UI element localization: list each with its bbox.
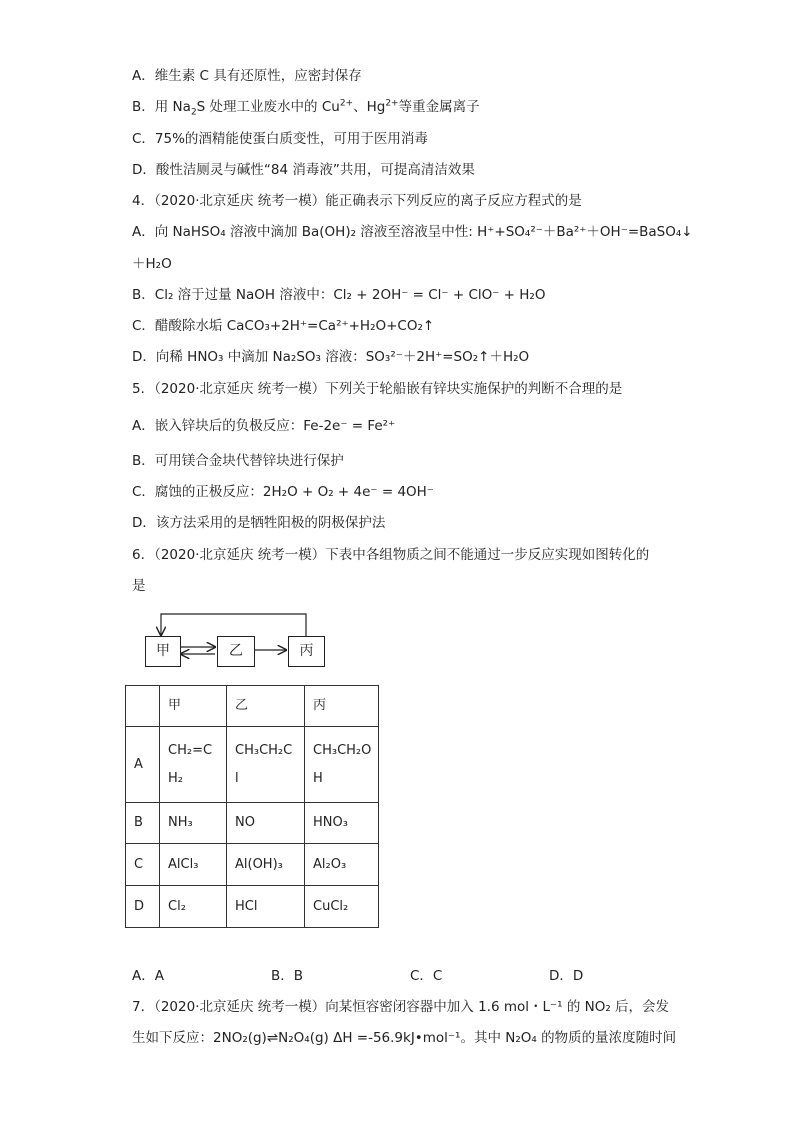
table-cell: Cl₂ [160,886,227,928]
table-cell: HNO₃ [305,803,379,844]
diagram-box-yi: 乙 [217,636,255,667]
q6-option-d: D．D [549,968,584,984]
q6-option-a: A．A [132,968,164,984]
table-header-cell [126,686,160,727]
cell-line: l [235,770,239,786]
q4-option-b: B．Cl₂ 溶于过量 NaOH 溶液中：Cl₂ + 2OH⁻ = Cl⁻ + ClO⁻ + H₂O [132,287,546,303]
q5-stem: 5．（2020·北京延庆 统考一模）下列关于轮船嵌有锌块实施保护的判断不合理的是 [132,381,623,397]
q3-option-b [132,97,480,117]
arrow-bing-to-jia [161,614,306,636]
cell-line: H [313,770,323,786]
row-label: C [126,844,160,886]
q4-option-d: D．向稀 HNO₃ 中滴加 Na₂SO₃ 溶液：SO₃²⁻＋2H⁺=SO₂↑＋H₂O [132,349,530,365]
q5-option-b: B．可用镁合金块代替锌块进行保护 [132,453,344,469]
q6-table [125,685,379,928]
table-cell [305,727,379,803]
cell-line: CH₃CH₂C [235,742,293,758]
diagram-box-jia: 甲 [145,636,181,667]
conversion-diagram [145,610,330,670]
table-row [126,886,379,928]
row-label: A [126,727,160,803]
table-header-row [126,686,379,727]
q6-stem-line2: 是 [132,578,146,594]
q3-b-text: S 处理工业废水中的 Cu [196,99,340,115]
q5-option-c: C．腐蚀的正极反应：2H₂O + O₂ + 4e⁻ = 4OH⁻ [132,484,434,500]
table-cell: Al(OH)₃ [227,844,305,886]
q3-b-sup: 2+ [339,98,354,109]
table-row [126,727,379,803]
table-cell: NH₃ [160,803,227,844]
cell-line: CH₂=C [168,742,213,758]
q4-stem: 4．（2020·北京延庆 统考一模）能正确表示下列反应的离子反应方程式的是 [132,193,582,209]
q7-line2: 生如下反应：2NO₂(g)⇌N₂O₄(g) ΔH =-56.9kJ•mol⁻¹。其中 N₂O₄ 的物质的量浓度随时间 [132,1030,677,1046]
q4-option-a-line2: ＋H₂O [132,256,172,272]
table-cell: NO [227,803,305,844]
q3-b-text: B．用 Na [132,99,191,115]
table-row [126,803,379,844]
q7-line1: 7．（2020·北京延庆 统考一模）向某恒容密闭容器中加入 1.6 mol・L⁻¹ 的 NO₂ 后，会发 [132,999,670,1015]
diagram-box-bing: 丙 [288,636,325,667]
cell-line: CH₃CH₂O [313,742,372,758]
q6-option-c: C．C [410,968,443,984]
table-cell: Al₂O₃ [305,844,379,886]
cell-line: H₂ [168,770,183,786]
q3-option-c: C．75%的酒精能使蛋白质变性，可用于医用消毒 [132,131,428,147]
q6-option-b: B．B [271,968,304,984]
table-cell: CuCl₂ [305,886,379,928]
table-cell [227,727,305,803]
row-label: D [126,886,160,928]
q4-option-c: C．醋酸除水垢 CaCO₃+2H⁺=Ca²⁺+H₂O+CO₂↑ [132,318,435,334]
row-label: B [126,803,160,844]
q3-b-sub: 2 [190,107,197,118]
q5-option-a: A．嵌入锌块后的负极反应：Fe-2e⁻ = Fe²⁺ [132,418,396,434]
table-row [126,844,379,886]
table-cell [160,727,227,803]
q3-option-d: D．酸性洁厕灵与碱性“84 消毒液”共用，可提高清洁效果 [132,162,475,178]
q3-b-text: 、Hg [353,99,386,115]
q3-b-text: 等重金属离子 [398,99,480,115]
table-cell: AlCl₃ [160,844,227,886]
q3-b-sup: 2+ [385,98,399,109]
table-header-cell: 乙 [227,686,305,727]
q6-stem-line1: 6．（2020·北京延庆 统考一模）下表中各组物质之间不能通过一步反应实现如图转化的 [132,547,650,563]
q3-option-a: A．维生素 C 具有还原性，应密封保存 [132,68,362,84]
table-header-cell: 丙 [305,686,379,727]
q4-option-a-line1: A．向 NaHSO₄ 溶液中滴加 Ba(OH)₂ 溶液至溶液呈中性: H⁺+SO₄²⁻＋Ba²⁺＋OH⁻=BaSO₄↓ [132,224,693,240]
table-header-cell: 甲 [160,686,227,727]
table-cell: HCl [227,886,305,928]
q5-option-d: D．该方法采用的是牺牲阳极的阴极保护法 [132,515,386,531]
